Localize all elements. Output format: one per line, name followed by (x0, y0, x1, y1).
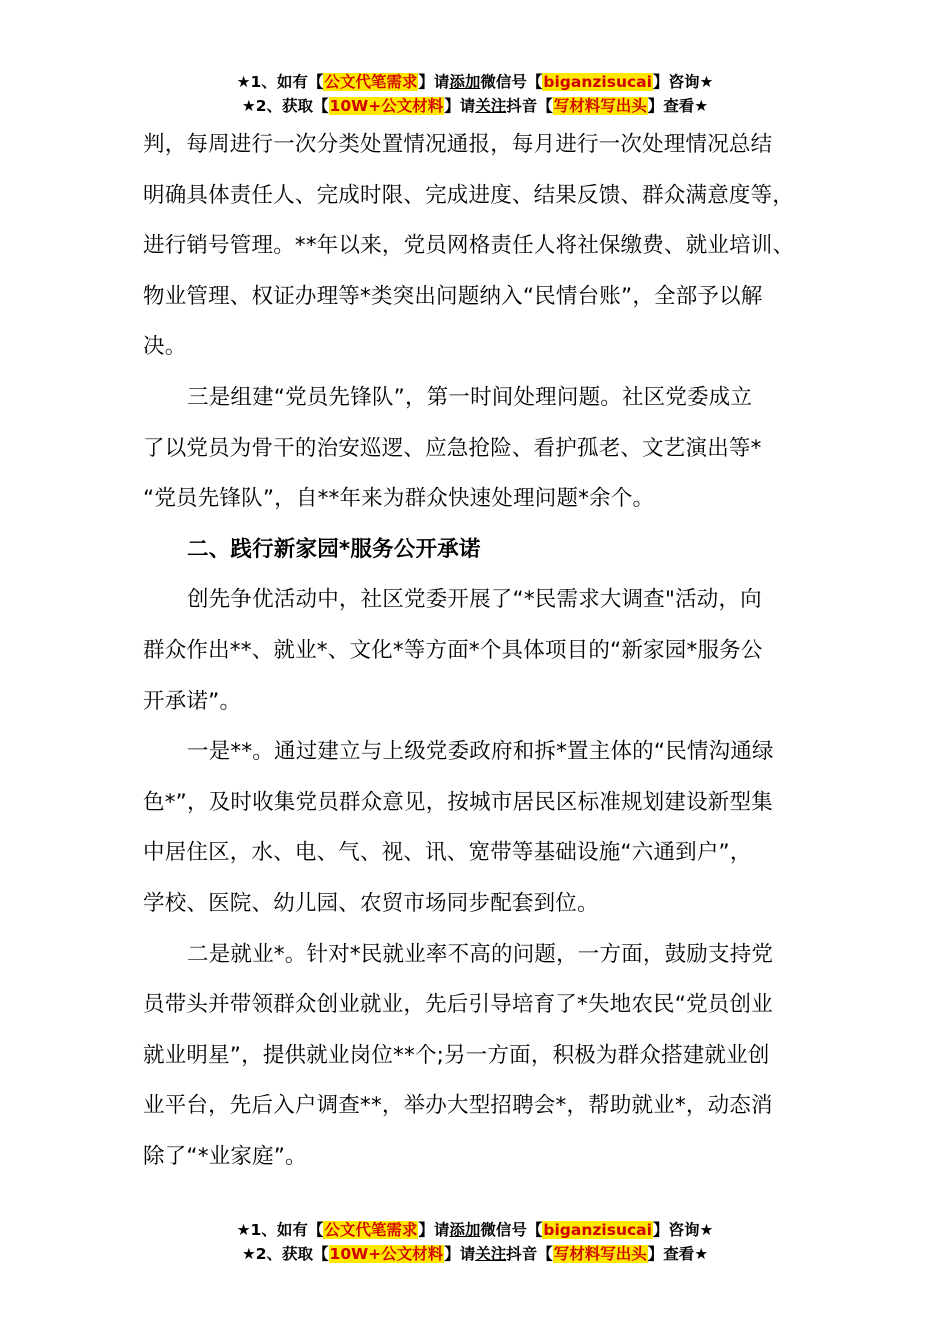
document-body (143, 120, 815, 1182)
body-line: 除了“*业家庭”。 (143, 1143, 307, 1169)
body-line: 三是组建“党员先锋队”，第一时间处理问题。社区党委成立 (187, 384, 753, 410)
banner-text: ★1、如有【 (236, 1221, 324, 1239)
highlight-label: 10W+公文材料 (329, 97, 444, 115)
douyin-account-highlight: 写材料写出头 (553, 97, 647, 115)
body-line: 物业管理、权证办理等*类突出问题纳入“民情台账”，全部予以解 (143, 283, 763, 309)
banner-text: 】查看★ (647, 1245, 709, 1263)
banner-line-1 (0, 70, 950, 94)
footer-banner (0, 1218, 950, 1266)
body-line: 群众作出**、就业*、文化*等方面*个具体项目的“新家园*服务公 (143, 637, 763, 663)
emphasis-text: 关注 (475, 1245, 507, 1263)
banner-line-1 (0, 1218, 950, 1242)
highlight-label: 公文代笔需求 (324, 1221, 418, 1239)
body-line: 中居住区，水、电、气、视、讯、宽带等基础设施“六通到户”， (143, 840, 752, 866)
banner-text: 微信号【 (480, 1221, 543, 1239)
highlight-label: 公文代笔需求 (324, 73, 418, 91)
wechat-id-highlight: biganzisucai (543, 73, 652, 91)
banner-text: 】咨询★ (652, 73, 714, 91)
body-line: 二是就业*。针对*民就业率不高的问题，一方面，鼓励支持党 (187, 941, 774, 967)
banner-text: 】查看★ (647, 97, 709, 115)
wechat-id-highlight: biganzisucai (543, 1221, 652, 1239)
body-line: 决。 (143, 334, 187, 360)
body-line: 开承诺”。 (143, 688, 242, 714)
banner-text: 】请 (444, 97, 476, 115)
banner-text: 微信号【 (480, 73, 543, 91)
section-heading: 二、践行新家园*服务公开承诺 (187, 536, 481, 562)
body-line: 就业明星”，提供就业岗位**个;另一方面，积极为群众搭建就业创 (143, 1042, 770, 1068)
body-line: 创先争优活动中，社区党委开展了“*民需求大调查"活动，向 (187, 587, 762, 613)
banner-text: 】请 (418, 1221, 450, 1239)
body-line: 了以党员为骨干的治安巡逻、应急抢险、看护孤老、文艺演出等* (143, 435, 762, 461)
emphasis-text: 关注 (475, 97, 507, 115)
body-line: 一是**。通过建立与上级党委政府和拆*置主体的“民情沟通绿 (187, 739, 774, 765)
banner-text: ★2、获取【 (241, 1245, 329, 1263)
banner-text: 】请 (418, 73, 450, 91)
highlight-label: 10W+公文材料 (329, 1245, 444, 1263)
body-line: 判，每周进行一次分类处置情况通报，每月进行一次处理情况总结 (143, 132, 773, 157)
banner-line-2 (0, 94, 950, 118)
body-line: 员带头并带领群众创业就业，先后引导培育了*失地农民“党员创业 (143, 992, 773, 1018)
banner-text: 抖音【 (506, 1245, 553, 1263)
banner-text: ★2、获取【 (241, 97, 329, 115)
body-line: 学校、医院、幼儿园、农贸市场同步配套到位。 (143, 890, 599, 916)
banner-line-2 (0, 1242, 950, 1266)
banner-text: ★1、如有【 (236, 73, 324, 91)
banner-text: 】请 (444, 1245, 476, 1263)
douyin-account-highlight: 写材料写出头 (553, 1245, 647, 1263)
banner-text: 】咨询★ (652, 1221, 714, 1239)
emphasis-text: 添加 (449, 73, 481, 91)
body-line: 进行销号管理。**年以来，党员网格责任人将社保缴费、就业培训、 (143, 233, 795, 259)
body-line: 业平台，先后入户调查**，举办大型招聘会*，帮助就业*，动态消 (143, 1093, 773, 1119)
emphasis-text: 添加 (449, 1221, 481, 1239)
header-banner (0, 70, 950, 118)
banner-text: 抖音【 (506, 97, 553, 115)
body-line: 明确具体责任人、完成时限、完成进度、结果反馈、群众满意度等， (143, 182, 795, 208)
body-line: 色*”，及时收集党员群众意见，按城市居民区标准规划建设新型集 (143, 789, 773, 815)
body-line: “党员先锋队”，自**年来为群众快速处理问题*余个。 (143, 486, 655, 512)
